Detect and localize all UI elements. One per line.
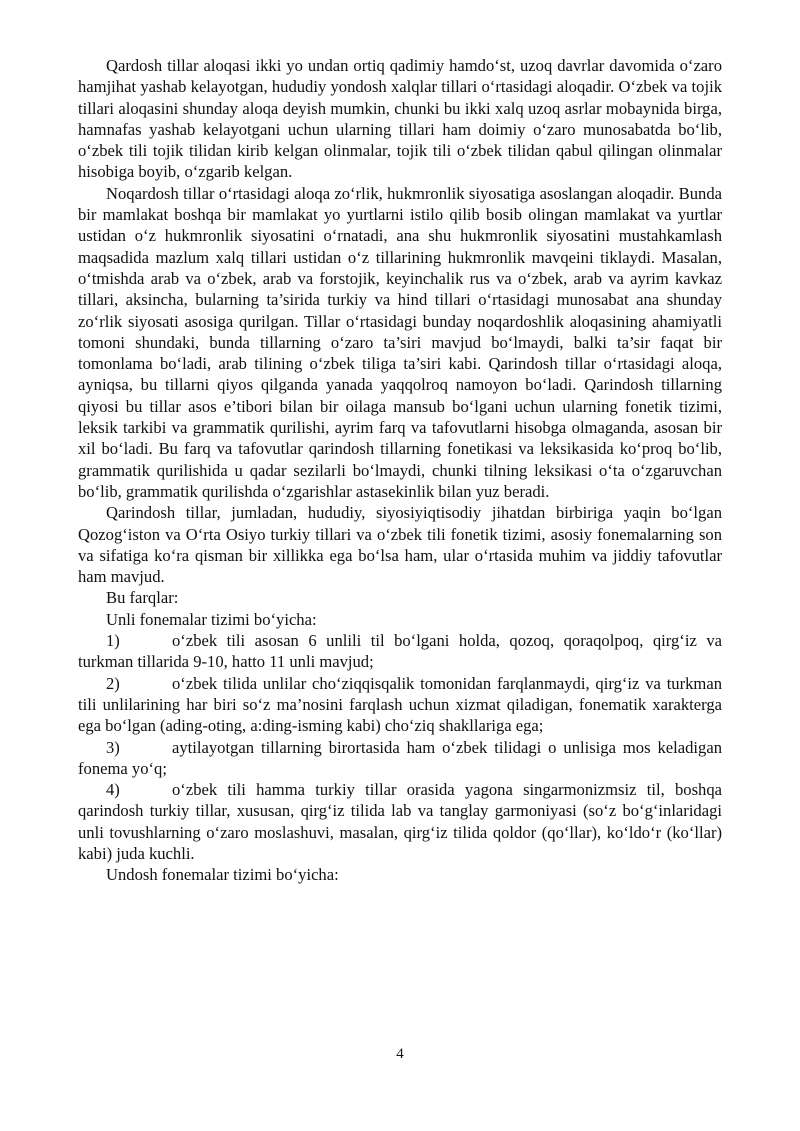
list-item [78,630,722,673]
list-item [78,737,722,780]
list-item-text: o‘zbek tili asosan 6 unlili til bo‘lgani holda, qozoq, qoraqolpoq, qirg‘iz va turkman tillarida 9-10, hatto 11 unli mavjud; [78,631,722,672]
list-item-text: aytilayotgan tillarning birortasida ham o‘zbek tilidagi o unlisiga mos keladigan fonema yo‘q; [78,737,722,778]
paragraph-qarindosh: Qarindosh tillar, jumladan, hududiy, siyosiyiqtisodiy jihatdan birbiriga yaqin bo‘lgan Qozog‘iston va O‘rta Osiyo turkiy tillari va o‘zbek tili fonetik tizimi, asosiy fonemalarning son va sifatiga ko‘ra qisman bir xillikka ega bo‘lsa ham, ular o‘rtasida muhim va jiddiy tafovutlar ham mavjud. [78,503,722,587]
list-item-number: 4) [106,780,120,800]
paragraph-qardosh: Qardosh tillar aloqasi ikki yo undan ortiq qadimiy hamdo‘st, uzoq davrlar davomida o‘zaro hamjihat yashab kelayotgan, hududiy yondosh xalqlar tillari o‘rtasidagi aloqadir. O‘zbek va tojik tillari aloqasini shunday aloqa deyish mumkin, chunki bu ikki xalq uzoq asrlar mobaynida birga, hamnafas yashab kelayotgani uchun ularning tillari ham doimiy o‘zaro munosabatda bo‘lib, o‘zbek tili tojik tilidan kirib kelgan olinmalar, tojik tili o‘zbek tilidan qabul qilingan olinmalar hisobiga boyib, o‘zgarib kelgan. [78,56,722,182]
list-item [78,673,722,737]
paragraph-undosh-heading: Undosh fonemalar tizimi bo‘yicha: [106,865,339,885]
page-number: 4 [396,1046,404,1062]
paragraph-farqlar: Bu farqlar: [106,588,179,608]
list-item-number: 3) [106,737,120,757]
page-body [78,55,722,886]
list-item-text: o‘zbek tili hamma turkiy tillar orasida yagona singarmonizmsiz til, boshqa qarindosh turkiy tillar, xususan, qirg‘iz tilida lab va tanglay garmoniyasi (so‘z bo‘g‘inlaridagi unli tovushlarning o‘zaro moslashuvi, masalan, qirg‘iz tilida qoldor (qo‘llar), ko‘ldo‘r (ko‘llar) kabi) juda kuchli. [78,780,722,863]
paragraph-unli-heading: Unli fonemalar tizimi bo‘yicha: [106,609,317,629]
paragraph-noqardosh: Noqardosh tillar o‘rtasidagi aloqa zo‘rlik, hukmronlik siyosatiga asoslangan aloqadir. Bunda bir mamlakat boshqa bir mamlakat yo yurtlarni istilo qilib bosib olingan mamlakat va yurtlar ustidan o‘z hukmronlik siyosatini o‘rnatadi, ana shu hukmronlik siyosatini mustahkamlash maqsadida mazlum xalq tillari ustidan o‘z tillarining hukmronlik mavqeini tiklaydi. Masalan, o‘tmishda arab va o‘zbek, arab va forstojik, keyinchalik rus va o‘zbek, arab va ayrim kavkaz tillari, aksincha, bularning ta’sirida turkiy va hind tillari o‘rtasidagi munosabat ana shunday zo‘rlik siyosati asosiga qurilgan. Tillar o‘rtasidagi bunday noqardoshlik aloqasining ahamiyatli tomoni shundaki, bunda tillarning o‘zaro ta’siri mavjud bo‘lmaydi, balki ta’sir faqat bir tomonlama bo‘ladi, arab tilining o‘zbek tiliga ta’siri kabi. Qarindosh tillar o‘rtasidagi aloqa, ayniqsa, bu tillarni qiyos qilganda yanada yaqqolroq namoyon bo‘ladi. Qarindosh tillarning qiyosi bu tillar asos e’tibori bilan bir oilaga mansub bo‘lgani uchun ularning fonetik tizimi, leksik tarkibi va grammatik qurilishi, ayrim farq va tafovutlarni hisobga olmaganda, asosan bir xil bo‘ladi. Bu farq va tafovutlar qarindosh tillarning fonetikasi va leksikasida ko‘proq bo‘lib, grammatik qurilishida u qadar sezilarli bo‘lmaydi, chunki tilning leksikasi o‘ta o‘zgaruvchan bo‘lib, grammatik qurilishda o‘zgarishlar astasekinlik bilan yuz beradi. [78,183,722,501]
list-item-number: 1) [106,631,120,651]
list-item-text: o‘zbek tilida unlilar cho‘ziqqisqalik tomonidan farqlanmaydi, qirg‘iz va turkman tili unlilarining har biri so‘z ma’nosini farqlash uchun xizmat qiladigan, fonematik xarakterga ega bo‘lgan (ading-oting, a:ding-isming kabi) cho‘ziq shakllariga ega; [78,673,722,736]
list-item-number: 2) [106,673,120,693]
list-item [78,779,722,864]
